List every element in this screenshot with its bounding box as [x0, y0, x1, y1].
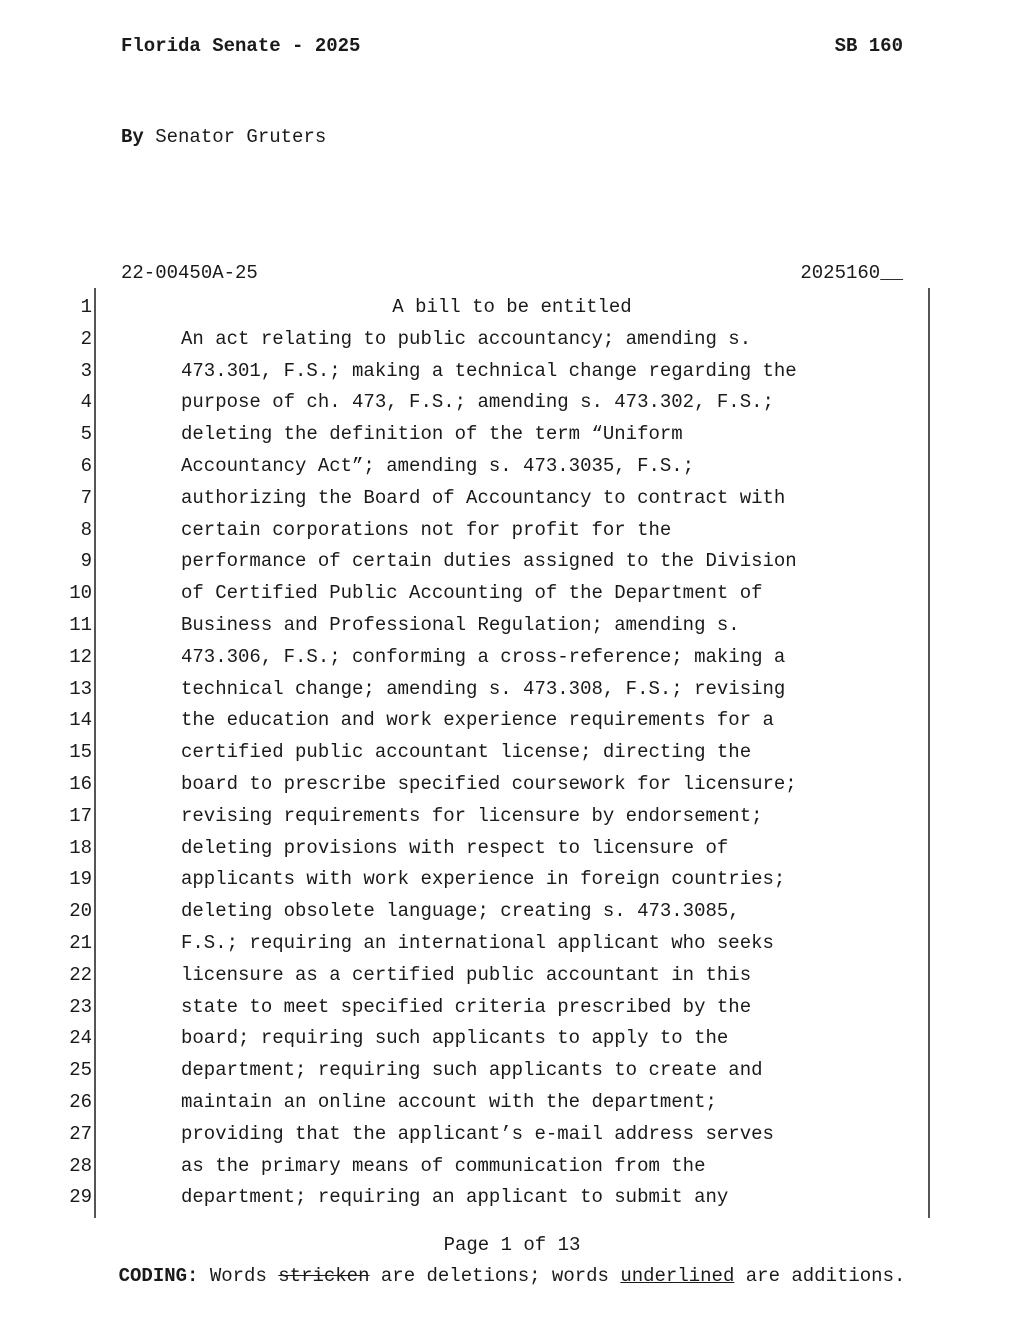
line-number: 21	[69, 931, 92, 954]
line-number: 26	[69, 1090, 92, 1113]
bill-line	[0, 485, 1024, 517]
coding-words: Words	[198, 1265, 279, 1287]
sponsor-by-label: By	[121, 126, 144, 148]
line-text: performance of certain duties assigned to the Division	[181, 550, 797, 573]
line-text: An act relating to public accountancy; amending s.	[181, 327, 752, 350]
line-text: board; requiring such applicants to apply to the	[181, 1027, 729, 1050]
line-text: 473.301, F.S.; making a technical change regarding the	[181, 359, 797, 382]
coding-end: are additions.	[734, 1265, 906, 1287]
line-number: 13	[69, 677, 92, 700]
line-number: 8	[80, 518, 92, 541]
line-number: 24	[69, 1027, 92, 1050]
bill-line	[0, 962, 1024, 994]
bill-line	[0, 835, 1024, 867]
bill-line	[0, 580, 1024, 612]
line-text: applicants with work experience in foreign countries;	[181, 868, 786, 891]
bill-line	[0, 739, 1024, 771]
line-number: 12	[69, 645, 92, 668]
coding-mid: are deletions; words	[369, 1265, 621, 1287]
sponsor-line	[121, 126, 326, 148]
line-text: licensure as a certified public accountant in this	[181, 963, 752, 986]
line-number: 6	[80, 454, 92, 477]
line-text: certain corporations not for profit for the	[181, 518, 672, 541]
line-text: F.S.; requiring an international applicant who seeks	[181, 931, 774, 954]
line-number: 11	[69, 613, 92, 636]
line-number: 19	[69, 868, 92, 891]
line-number: 14	[69, 709, 92, 732]
senate-header: Florida Senate - 2025	[121, 35, 361, 57]
bill-line	[0, 1153, 1024, 1185]
bill-line	[0, 389, 1024, 421]
bill-line	[0, 676, 1024, 708]
line-number: 15	[69, 741, 92, 764]
line-text: Business and Professional Regulation; amending s.	[181, 613, 740, 636]
sponsor-name: Senator Gruters	[155, 126, 327, 148]
bill-line	[0, 803, 1024, 835]
line-text: state to meet specified criteria prescribed by the	[181, 995, 752, 1018]
line-text: Accountancy Act”; amending s. 473.3035, F.S.;	[181, 454, 695, 477]
coding-underlined: underlined	[620, 1265, 735, 1287]
line-text: technical change; amending s. 473.308, F.S.; revising	[181, 677, 786, 700]
bill-line	[0, 930, 1024, 962]
line-number: 20	[69, 900, 92, 923]
line-number: 18	[69, 836, 92, 859]
line-text: department; requiring such applicants to create and	[181, 1059, 763, 1082]
bill-line	[0, 358, 1024, 390]
line-number: 23	[69, 995, 92, 1018]
coding-stricken: stricken	[278, 1265, 370, 1287]
line-text: 473.306, F.S.; conforming a cross-reference; making a	[181, 645, 786, 668]
coding-legend	[0, 1265, 1024, 1287]
bill-line	[0, 294, 1024, 326]
line-number: 3	[80, 359, 92, 382]
line-number: 22	[69, 963, 92, 986]
bill-line	[0, 866, 1024, 898]
line-text: the education and work experience requirements for a	[181, 709, 774, 732]
draft-code: 22-00450A-25	[121, 262, 258, 284]
line-text: providing that the applicant’s e-mail address serves	[181, 1122, 774, 1145]
line-number: 10	[69, 582, 92, 605]
line-number: 27	[69, 1122, 92, 1145]
line-text: deleting provisions with respect to licensure of	[181, 836, 729, 859]
bill-line	[0, 612, 1024, 644]
line-number: 17	[69, 804, 92, 827]
bill-line	[0, 898, 1024, 930]
bill-line	[0, 644, 1024, 676]
line-text: revising requirements for licensure by endorsement;	[181, 804, 763, 827]
bill-code: 2025160__	[800, 262, 903, 284]
line-number: 5	[80, 423, 92, 446]
line-text: deleting obsolete language; creating s. 473.3085,	[181, 900, 740, 923]
line-text: maintain an online account with the department;	[181, 1090, 717, 1113]
line-number: 9	[80, 550, 92, 573]
bill-line	[0, 517, 1024, 549]
line-text: certified public accountant license; directing the	[181, 741, 752, 764]
bill-line	[0, 548, 1024, 580]
line-text: deleting the definition of the term “Uniform	[181, 423, 683, 446]
bill-number: SB 160	[834, 35, 903, 57]
bill-line	[0, 1089, 1024, 1121]
bill-line	[0, 1025, 1024, 1057]
line-number: 1	[80, 296, 92, 318]
line-number: 4	[80, 391, 92, 414]
bill-line	[0, 771, 1024, 803]
line-text: as the primary means of communication from the	[181, 1154, 706, 1177]
line-number: 25	[69, 1059, 92, 1082]
bill-line	[0, 1121, 1024, 1153]
bill-line	[0, 1184, 1024, 1216]
bill-line	[0, 1057, 1024, 1089]
bill-text	[0, 294, 1024, 1216]
line-text: board to prescribe specified coursework for licensure;	[181, 772, 797, 795]
line-number: 2	[80, 327, 92, 350]
line-text: of Certified Public Accounting of the Department of	[181, 582, 763, 605]
line-text: department; requiring an applicant to submit any	[181, 1186, 729, 1209]
bill-line	[0, 994, 1024, 1026]
bill-line	[0, 707, 1024, 739]
line-text: purpose of ch. 473, F.S.; amending s. 473.302, F.S.;	[181, 391, 774, 414]
line-number: 29	[69, 1186, 92, 1209]
line-text: A bill to be entitled	[392, 296, 632, 318]
line-number: 7	[80, 486, 92, 509]
line-number: 28	[69, 1154, 92, 1177]
line-text: authorizing the Board of Accountancy to contract with	[181, 486, 786, 509]
bill-line	[0, 453, 1024, 485]
bill-line	[0, 326, 1024, 358]
coding-label: CODING:	[118, 1265, 199, 1287]
bill-line	[0, 421, 1024, 453]
line-number: 16	[69, 772, 92, 795]
page-number: Page 1 of 13	[443, 1234, 581, 1256]
